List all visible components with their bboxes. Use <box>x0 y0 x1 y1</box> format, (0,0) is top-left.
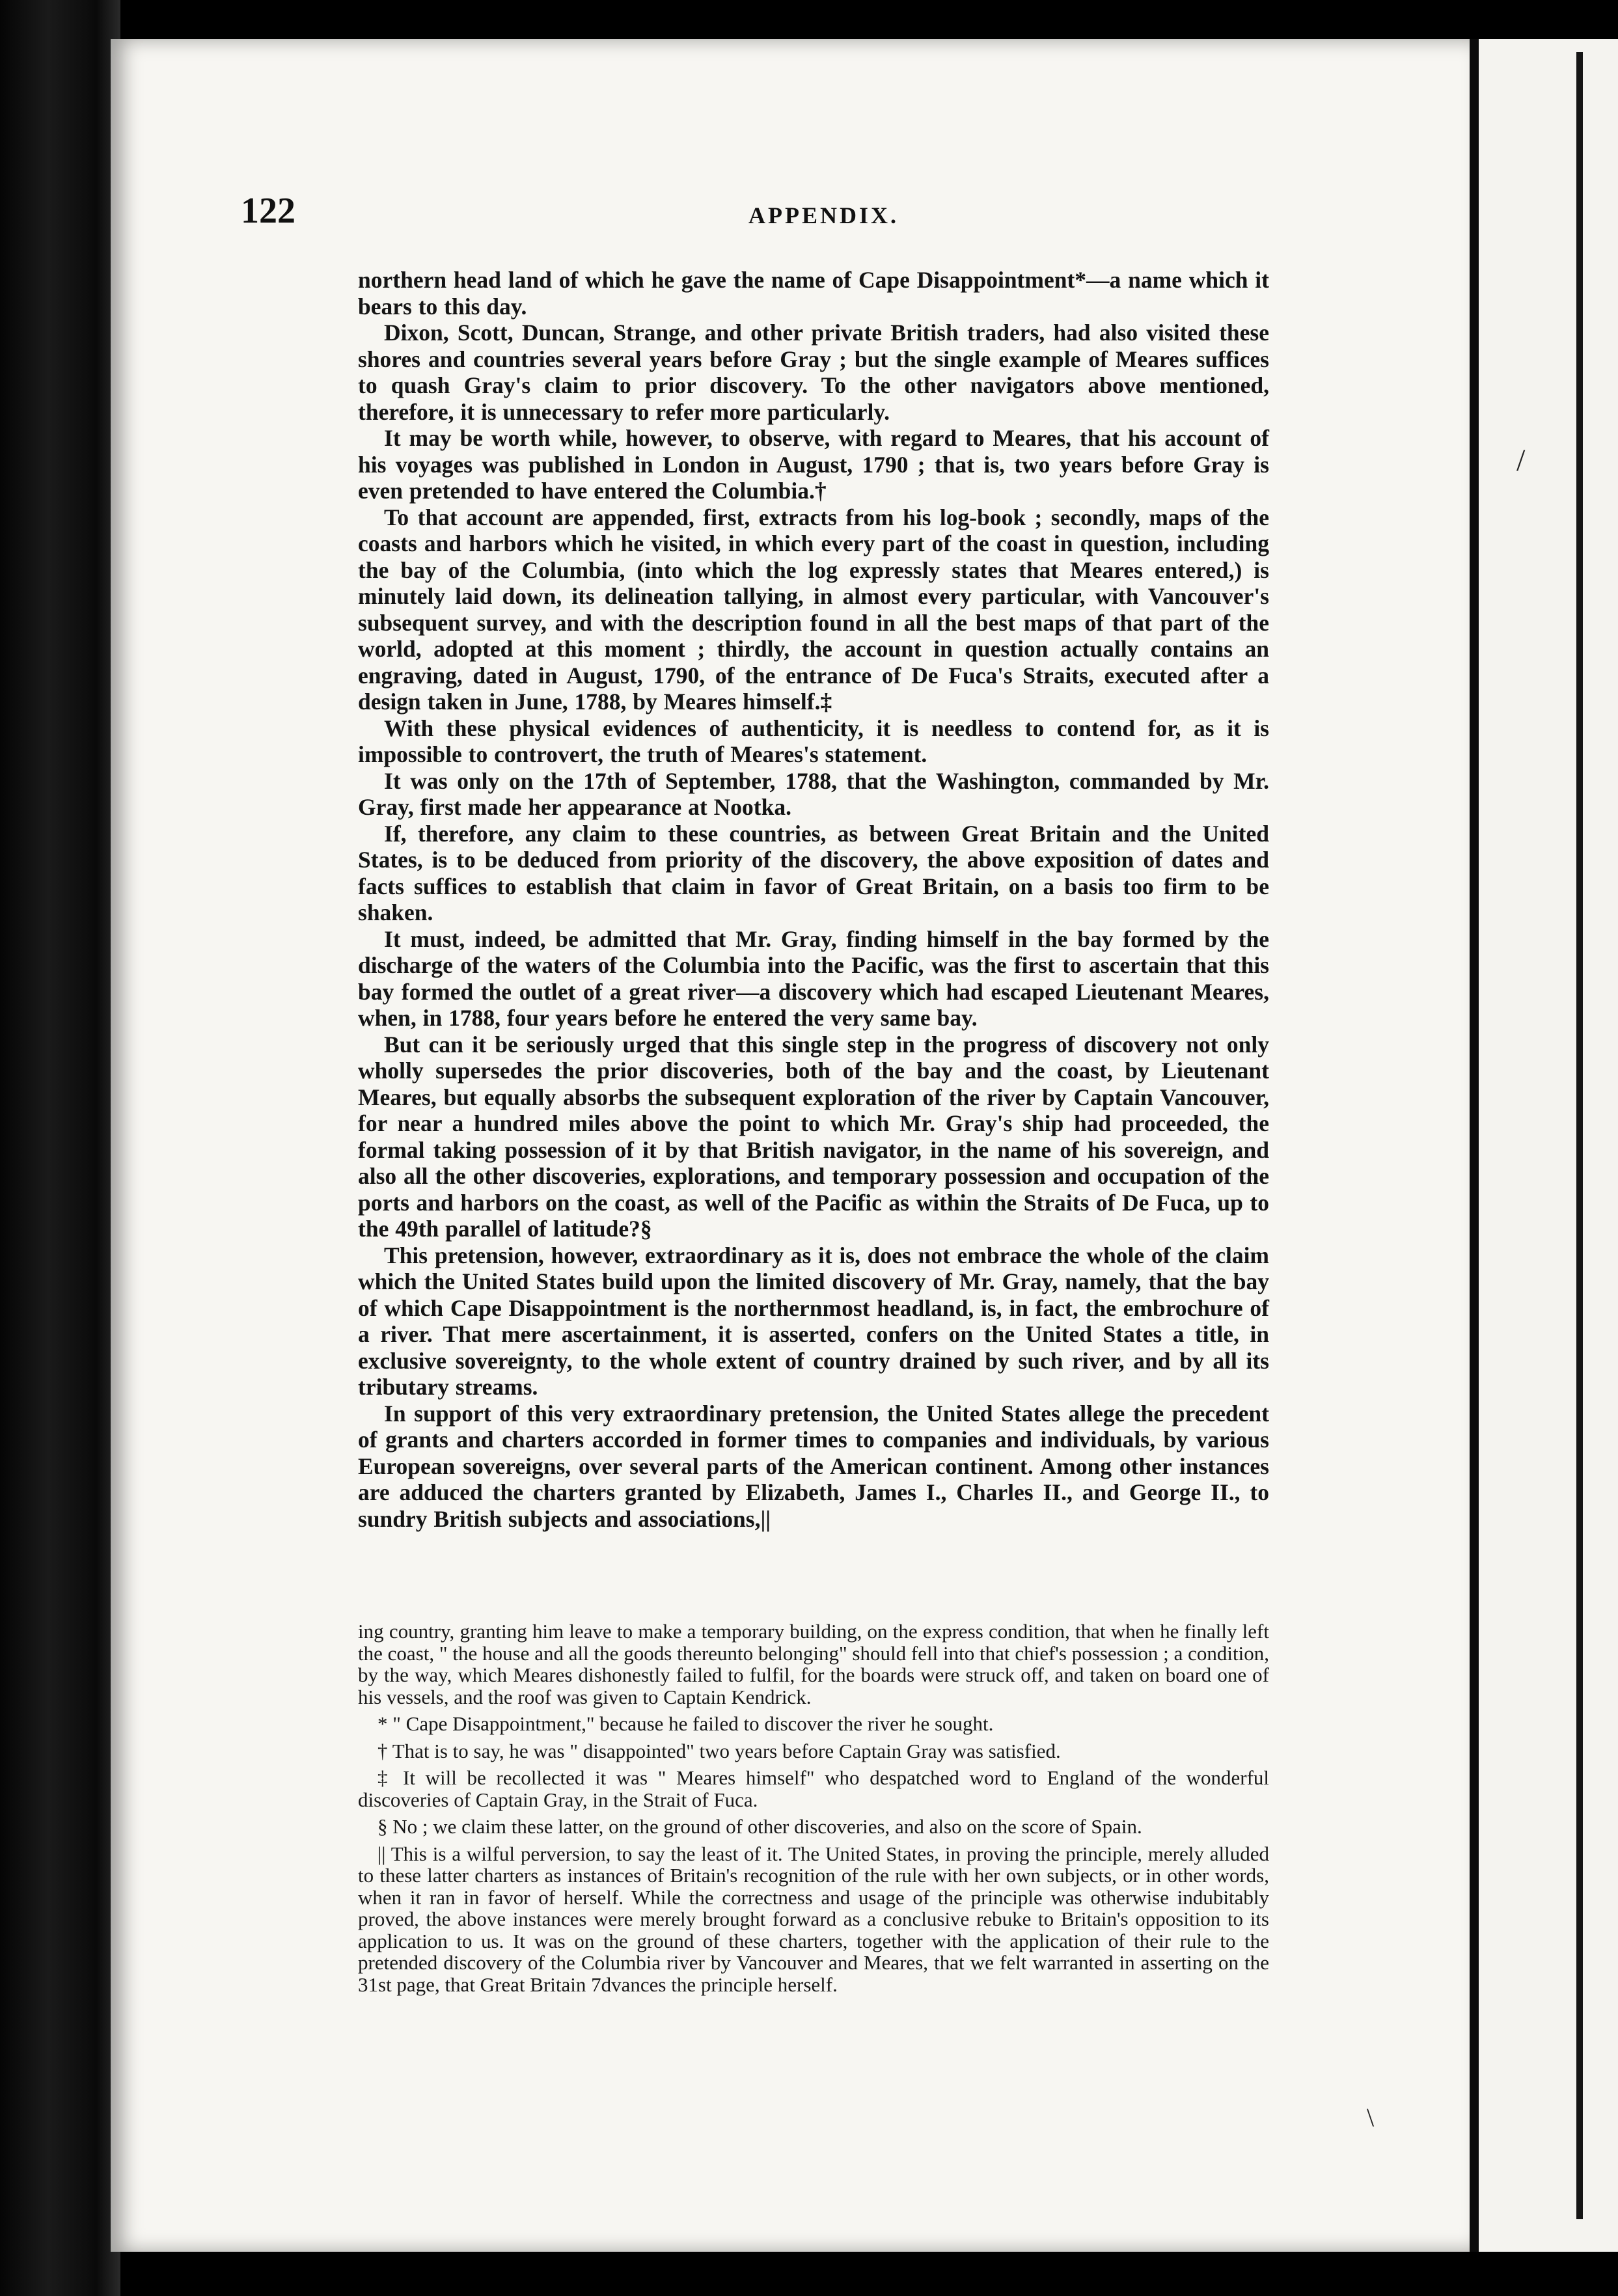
book-binding <box>0 0 120 2296</box>
edge-rule <box>1576 52 1583 2219</box>
paragraph: In support of this very extraordinary pretension, the United States allege the precedent of grants and charters accorded in former times to companies and individuals, by various European sovereigns, over several parts of the American continent. Among other instances are adduced the charters granted by Elizabeth, James I., Charles II., and George II., to sundry British subjects and associations,|| <box>358 1400 1269 1532</box>
running-head: APPENDIX. <box>748 202 899 228</box>
footnote: ‡ It will be recollected it was " Meares himself" who despatched word to England of the wonderful discoveries of Captain Gray, in the Strait of Fuca. <box>358 1766 1269 1811</box>
paragraph: It must, indeed, be admitted that Mr. Gray, finding himself in the bay formed by the discharge of the waters of the Columbia into the Pacific, was the first to ascertain that this bay formed the outlet of a great river—a discovery which had escaped Lieutenant Meares, when, in 1788, four years before he entered the very same bay. <box>358 925 1269 1031</box>
footnote: † That is to say, he was " disappointed" two years before Captain Gray was satisfied. <box>377 1739 1061 1762</box>
paragraph: Dixon, Scott, Duncan, Strange, and other private British traders, had also visited these shores and countries several years before Gray ; but the single example of Meares suffices to quash Gray's claim to prior discovery. To the other navigators above mentioned, therefore, it is unnecessary to refer more particularly. <box>358 320 1269 425</box>
paragraph: But can it be seriously urged that this single step in the progress of discovery not only wholly supersedes the prior discoveries, both of the bay and the coast, by Lieutenant Meares, but equally absorbs the subsequent exploration of the river by Captain Vancouver, for near a hundred miles above the point to which Mr. Gray's ship had proceeded, the formal taking possession of it by that British navigator, in the name of his sovereign, and also all the other discoveries, explorations, and temporary possession and occupation of the ports and harbors on the coast, as well of the Pacific as within the Straits of De Fuca, up to the 49th parallel of latitude?§ <box>358 1031 1269 1242</box>
footnote: || This is a wilful perversion, to say the least of it. The United States, in proving the principle, merely alluded to these latter charters as instances of Britain's recognition of the rule with her own subjects, or in other words, when it ran in favor of herself. While the correctness and usage of the principle was otherwise indubitably proved, the above instances were merely brought forward as a conclusive rebuke to Britain's opposition to its application to us. It was on the ground of these charters, together with the application of their rule to the pretended discovery of the Columbia river by Vancouver and Meares, that we felt warranted in asserting on the 31st page, that Great Britain 7dvances the principle herself. <box>358 1842 1269 1996</box>
stray-mark: \ <box>1367 2103 1375 2132</box>
footnote: * " Cape Disappointment," because he failed to discover the river he sought. <box>377 1712 994 1735</box>
footnotes <box>358 1620 1269 2001</box>
main-text <box>358 267 1269 1532</box>
paragraph: To that account are appended, first, extracts from his log-book ; secondly, maps of the coasts and harbors which he visited, in which every part of the coast in question, including the bay of the Columbia, (into which the log expressly states that Meares entered,) is minutely laid down, its delineation tallying, in almost every particular, with Vancouver's subsequent survey, and with the description found in all the best maps of that part of the world, adopted at this moment ; thirdly, the account in question actually contains an engraving, dated in August, 1790, of the entrance of De Fuca's Straits, executed after a design taken in June, 1788, by Meares himself.‡ <box>358 504 1269 715</box>
adjacent-page-edge <box>1479 39 1618 2252</box>
paragraph: It was only on the 17th of September, 1788, that the Washington, commanded by Mr. Gray, first made her appearance at Nootka. <box>358 767 1269 820</box>
stray-mark: / <box>1516 443 1526 478</box>
page-number: 122 <box>241 191 295 231</box>
paragraph: This pretension, however, extraordinary as it is, does not embrace the whole of the claim which the United States build upon the limited discovery of Mr. Gray, namely, that the bay of which Cape Disappointment is the northernmost headland, is, in fact, the embrochure of a river. That mere ascertainment, it is asserted, confers on the United States a title, in exclusive sovereignty, to the whole extent of country drained by such river, and by all its tributary streams. <box>358 1242 1269 1400</box>
paragraph: If, therefore, any claim to these countries, as between Great Britain and the United States, is to be deduced from priority of the discovery, the above exposition of dates and facts suffices to establish that claim in favor of Great Britain, on a basis too firm to be shaken. <box>358 820 1269 925</box>
paragraph: With these physical evidences of authenticity, it is needless to contend for, as it is impossible to controvert, the truth of Meares's statement. <box>358 715 1269 767</box>
footnote: § No ; we claim these latter, on the ground of other discoveries, and also on the score of Spain. <box>377 1815 1142 1838</box>
paragraph: northern head land of which he gave the name of Cape Disappointment*—a name which it bears to this day. <box>358 267 1269 320</box>
paragraph: It may be worth while, however, to observe, with regard to Meares, that his account of his voyages was published in London in August, 1790 ; that is, two years before Gray is even pretended to have entered the Columbia.† <box>358 425 1269 504</box>
page-gutter <box>1470 39 1479 2252</box>
page-header <box>241 190 1282 236</box>
footnote-continuation: ing country, granting him leave to make a temporary building, on the express condition, that when he finally left the coast, " the house and all the goods thereunto belonging" should fell into that chief's possession ; a condition, by the way, which Meares dishonestly failed to fulfil, for the boards were struck off, and taken on board one of his vessels, and the roof was given to Captain Kendrick. <box>358 1620 1269 1708</box>
